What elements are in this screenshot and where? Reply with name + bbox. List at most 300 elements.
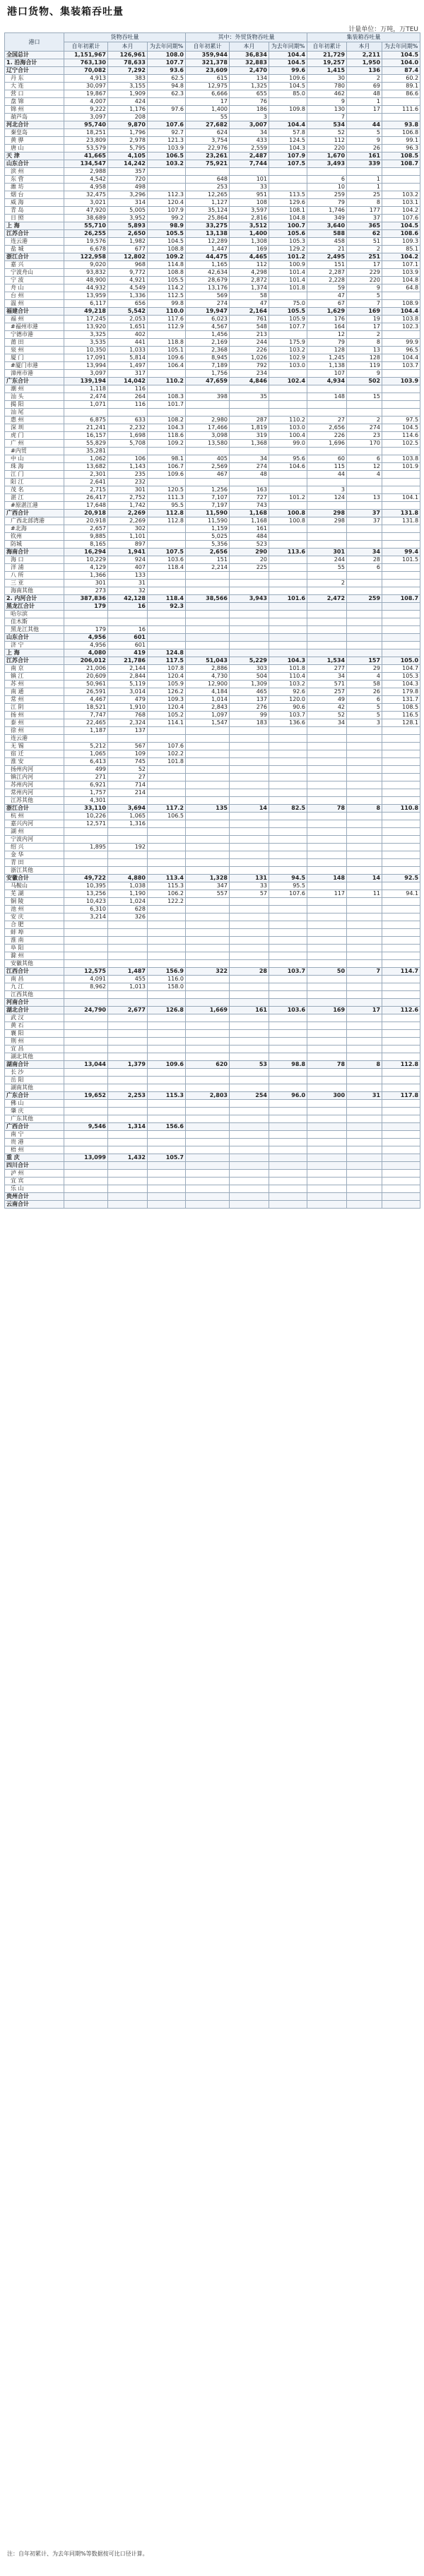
table-cell xyxy=(382,1077,420,1084)
table-cell: 124.8 xyxy=(148,649,186,657)
table-cell: 104.2 xyxy=(382,207,420,215)
table-cell: 26,417 xyxy=(64,494,108,502)
table-cell: 25,864 xyxy=(186,215,230,222)
table-cell xyxy=(269,587,307,595)
table-cell xyxy=(382,1193,420,1201)
table-cell xyxy=(108,1178,148,1185)
table-cell xyxy=(307,603,347,611)
table-cell: 22,465 xyxy=(64,719,108,727)
table-cell: 96.5 xyxy=(382,347,420,354)
table-cell: 69 xyxy=(347,83,382,90)
table-cell: 1,062 xyxy=(64,455,108,463)
table-row xyxy=(5,960,420,968)
port-name: 葫芦岛 xyxy=(5,114,64,121)
table-cell xyxy=(186,1100,230,1108)
table-cell xyxy=(148,766,186,774)
table-cell: 158.0 xyxy=(148,983,186,991)
table-cell xyxy=(186,797,230,805)
table-cell xyxy=(382,587,420,595)
port-name: #厦门市港 xyxy=(5,362,64,370)
table-cell xyxy=(347,580,382,587)
table-cell xyxy=(230,929,269,937)
table-cell xyxy=(382,1123,420,1131)
table-cell: 19,576 xyxy=(64,238,108,246)
table-cell xyxy=(186,1069,230,1077)
table-cell xyxy=(269,1170,307,1178)
table-row xyxy=(5,440,420,448)
table-cell: 8 xyxy=(347,1061,382,1069)
table-cell: 116 xyxy=(108,401,148,409)
table-cell: 103.7 xyxy=(269,712,307,719)
port-name: 广 州 xyxy=(5,440,64,448)
table-cell: 1,534 xyxy=(307,657,347,665)
table-cell xyxy=(307,1115,347,1123)
table-cell xyxy=(148,797,186,805)
table-cell xyxy=(230,1201,269,1209)
table-cell xyxy=(186,844,230,851)
table-cell xyxy=(148,1046,186,1053)
table-cell: 105.3 xyxy=(382,673,420,681)
table-row xyxy=(5,129,420,137)
table-row xyxy=(5,704,420,712)
table-cell: 7,292 xyxy=(108,67,148,75)
table-cell xyxy=(347,1154,382,1162)
table-cell xyxy=(307,634,347,642)
table-cell xyxy=(382,533,420,541)
table-cell: 567 xyxy=(108,743,148,750)
table-cell: 1,187 xyxy=(64,727,108,735)
table-cell: 1,909 xyxy=(108,90,148,98)
table-cell xyxy=(307,649,347,657)
table-cell: 254 xyxy=(230,1092,269,1100)
table-cell xyxy=(347,781,382,789)
port-name: 汕 头 xyxy=(5,393,64,401)
table-cell: 136 xyxy=(347,67,382,75)
table-cell xyxy=(230,409,269,417)
table-cell: 1,379 xyxy=(108,1061,148,1069)
table-cell xyxy=(186,603,230,611)
table-cell: 98.9 xyxy=(148,222,186,230)
table-cell: 48 xyxy=(230,471,269,479)
table-cell: 151 xyxy=(186,556,230,564)
table-cell: 38,566 xyxy=(186,595,230,603)
table-cell: 12,975 xyxy=(186,83,230,90)
table-cell: 557 xyxy=(186,890,230,898)
port-name: 海 口 xyxy=(5,556,64,564)
table-cell: 4,956 xyxy=(64,634,108,642)
table-cell: 499 xyxy=(64,766,108,774)
table-cell: 761 xyxy=(230,316,269,323)
table-cell: 9 xyxy=(347,284,382,292)
table-cell: 26,591 xyxy=(64,688,108,696)
table-cell: 383 xyxy=(108,75,148,83)
table-cell xyxy=(230,168,269,176)
table-cell xyxy=(64,1030,108,1038)
table-cell: 504 xyxy=(230,673,269,681)
port-name: 襄 阳 xyxy=(5,1030,64,1038)
table-cell xyxy=(64,921,108,929)
table-cell: 6,413 xyxy=(64,758,108,766)
table-cell xyxy=(230,999,269,1007)
table-cell: 548 xyxy=(230,323,269,331)
table-row xyxy=(5,362,420,370)
table-cell xyxy=(347,743,382,750)
table-container xyxy=(4,32,420,1209)
table-cell xyxy=(186,168,230,176)
table-cell xyxy=(269,1139,307,1146)
table-cell: 55,829 xyxy=(64,440,108,448)
table-cell xyxy=(382,564,420,572)
port-name: 肇 庆 xyxy=(5,1108,64,1115)
table-cell: 118.4 xyxy=(148,595,186,603)
table-cell: 106.7 xyxy=(148,463,186,471)
table-cell: 110.4 xyxy=(269,673,307,681)
table-cell: 897 xyxy=(108,541,148,549)
port-name: 徐 州 xyxy=(5,727,64,735)
table-cell xyxy=(230,983,269,991)
table-cell xyxy=(108,1053,148,1061)
table-cell: 5,212 xyxy=(64,743,108,750)
table-cell xyxy=(230,642,269,649)
table-cell xyxy=(269,184,307,191)
table-cell: 2,269 xyxy=(108,517,148,525)
table-cell: 98.8 xyxy=(269,1061,307,1069)
table-cell xyxy=(347,859,382,867)
table-cell xyxy=(186,1170,230,1178)
table-cell xyxy=(307,385,347,393)
table-cell: 47 xyxy=(307,292,347,300)
table-cell: 3,097 xyxy=(64,370,108,378)
table-cell: 3,007 xyxy=(230,121,269,129)
port-name: 武 汉 xyxy=(5,1014,64,1022)
table-cell: 17,091 xyxy=(64,354,108,362)
table-cell xyxy=(347,1178,382,1185)
table-cell xyxy=(269,1108,307,1115)
table-cell: 34 xyxy=(230,455,269,463)
table-row xyxy=(5,681,420,688)
table-cell xyxy=(230,789,269,797)
table-cell xyxy=(269,1053,307,1061)
table-cell xyxy=(186,401,230,409)
table-cell xyxy=(186,1131,230,1139)
table-cell xyxy=(148,1115,186,1123)
table-cell: 11,590 xyxy=(186,510,230,517)
table-cell xyxy=(347,789,382,797)
table-cell: 4,007 xyxy=(64,98,108,106)
table-cell xyxy=(382,393,420,401)
table-row xyxy=(5,292,420,300)
port-name: 无 锡 xyxy=(5,743,64,750)
table-row xyxy=(5,207,420,215)
table-row xyxy=(5,1053,420,1061)
table-cell xyxy=(269,448,307,455)
table-cell: 4,549 xyxy=(108,284,148,292)
table-cell: 85.1 xyxy=(382,246,420,253)
header-row-sub xyxy=(5,42,420,52)
port-name: 绍 兴 xyxy=(5,844,64,851)
table-cell: 2,843 xyxy=(186,704,230,712)
table-cell xyxy=(108,937,148,945)
port-name: 岳 阳 xyxy=(5,1077,64,1084)
port-name: 南 昌 xyxy=(5,976,64,983)
table-cell: 5,229 xyxy=(230,657,269,665)
table-cell: 2,978 xyxy=(108,137,148,145)
port-name: 广西合计 xyxy=(5,510,64,517)
table-row xyxy=(5,137,420,145)
table-row xyxy=(5,952,420,960)
table-cell: 257 xyxy=(307,688,347,696)
table-cell: 2,656 xyxy=(307,424,347,432)
table-row-total xyxy=(5,549,420,556)
table-row xyxy=(5,750,420,758)
port-name: 蚌 埠 xyxy=(5,929,64,937)
port-name: #北海 xyxy=(5,525,64,533)
table-cell: 23 xyxy=(347,432,382,440)
table-cell xyxy=(186,828,230,836)
table-cell xyxy=(307,836,347,844)
table-cell: 13 xyxy=(347,494,382,502)
table-row xyxy=(5,1115,420,1123)
table-cell: 58 xyxy=(347,681,382,688)
table-cell xyxy=(269,937,307,945)
table-cell xyxy=(186,1030,230,1038)
table-row xyxy=(5,246,420,253)
table-cell xyxy=(269,921,307,929)
table-cell: 64.8 xyxy=(382,284,420,292)
table-cell xyxy=(269,611,307,618)
table-cell: 102.4 xyxy=(269,378,307,385)
table-cell: 112.3 xyxy=(148,191,186,199)
table-cell xyxy=(186,611,230,618)
port-name: 天 津 xyxy=(5,152,64,160)
port-name: 1. 沿海合计 xyxy=(5,59,64,67)
table-cell: 2,641 xyxy=(64,479,108,486)
table-cell: 34 xyxy=(307,673,347,681)
table-cell xyxy=(307,626,347,634)
table-row xyxy=(5,261,420,269)
table-cell: 102.9 xyxy=(269,354,307,362)
table-cell: 4,467 xyxy=(64,696,108,704)
table-cell: 2 xyxy=(347,246,382,253)
table-cell xyxy=(186,1178,230,1185)
table-row xyxy=(5,727,420,735)
table-cell xyxy=(148,1201,186,1209)
table-cell xyxy=(382,750,420,758)
table-cell xyxy=(148,1084,186,1092)
table-row xyxy=(5,758,420,766)
port-name: 哈尔滨 xyxy=(5,611,64,618)
table-cell: 104.5 xyxy=(148,238,186,246)
table-cell: 768 xyxy=(108,712,148,719)
table-cell: 122,958 xyxy=(64,253,108,261)
port-name: 厦 门 xyxy=(5,354,64,362)
table-cell: 357 xyxy=(108,168,148,176)
table-cell xyxy=(108,1170,148,1178)
table-cell xyxy=(108,1146,148,1154)
table-cell: 1,432 xyxy=(108,1154,148,1162)
table-cell xyxy=(148,1108,186,1115)
table-cell: 2 xyxy=(307,580,347,587)
table-row-total xyxy=(5,1007,420,1014)
table-cell xyxy=(382,1115,420,1123)
table-row xyxy=(5,184,420,191)
table-cell xyxy=(347,1131,382,1139)
table-cell: 49,218 xyxy=(64,308,108,316)
table-cell: 106.5 xyxy=(148,813,186,820)
table-cell: 601 xyxy=(108,634,148,642)
table-cell xyxy=(347,797,382,805)
table-cell xyxy=(347,1146,382,1154)
table-cell: 7,189 xyxy=(186,362,230,370)
table-cell: 1,547 xyxy=(186,719,230,727)
table-cell: 17 xyxy=(347,323,382,331)
table-cell xyxy=(269,1046,307,1053)
table-cell: 17,648 xyxy=(64,502,108,510)
port-name: 安徽其他 xyxy=(5,960,64,968)
table-cell: 1,651 xyxy=(108,323,148,331)
table-row xyxy=(5,417,420,424)
port-name: 佳木斯 xyxy=(5,618,64,626)
table-cell xyxy=(307,1038,347,1046)
table-cell xyxy=(186,952,230,960)
table-cell xyxy=(230,906,269,913)
table-cell: 300 xyxy=(307,1092,347,1100)
table-cell xyxy=(269,743,307,750)
table-cell: 1 xyxy=(347,176,382,184)
table-cell xyxy=(148,176,186,184)
table-cell: 2,169 xyxy=(186,339,230,347)
table-cell xyxy=(307,945,347,952)
table-row xyxy=(5,455,420,463)
table-cell: 134,547 xyxy=(64,160,108,168)
table-cell xyxy=(186,836,230,844)
port-name: 镇江内河 xyxy=(5,774,64,781)
table-cell xyxy=(307,1139,347,1146)
table-cell: 92.3 xyxy=(148,603,186,611)
table-cell: 103.9 xyxy=(382,269,420,277)
table-row xyxy=(5,1170,420,1178)
table-cell: 2,752 xyxy=(108,494,148,502)
table-cell: 137 xyxy=(230,696,269,704)
table-row-total xyxy=(5,657,420,665)
table-cell xyxy=(64,1077,108,1084)
port-name: 广东合计 xyxy=(5,1092,64,1100)
table-cell: 458 xyxy=(307,238,347,246)
table-cell xyxy=(64,929,108,937)
port-name: 宁波内河 xyxy=(5,836,64,844)
table-cell: 1,168 xyxy=(230,510,269,517)
table-cell xyxy=(382,1084,420,1092)
table-cell: 1,176 xyxy=(108,106,148,114)
port-name: 湖南合计 xyxy=(5,1061,64,1069)
table-cell: 951 xyxy=(230,191,269,199)
table-cell: 264 xyxy=(108,393,148,401)
port-name: 常 州 xyxy=(5,696,64,704)
table-cell: 104.8 xyxy=(382,277,420,284)
table-cell xyxy=(307,1022,347,1030)
table-cell xyxy=(382,502,420,510)
table-cell xyxy=(347,1046,382,1053)
table-row xyxy=(5,277,420,284)
table-row xyxy=(5,580,420,587)
table-cell: 4,730 xyxy=(186,673,230,681)
table-cell xyxy=(382,292,420,300)
table-cell: 633 xyxy=(108,417,148,424)
table-cell: 274 xyxy=(186,300,230,308)
table-cell: 103.8 xyxy=(382,316,420,323)
table-cell xyxy=(347,727,382,735)
table-cell: 2,269 xyxy=(108,510,148,517)
table-cell xyxy=(108,859,148,867)
table-cell: 1,309 xyxy=(230,681,269,688)
table-row-total xyxy=(5,595,420,603)
table-cell xyxy=(186,409,230,417)
table-cell: 113.5 xyxy=(269,191,307,199)
table-row xyxy=(5,191,420,199)
table-cell: 109.6 xyxy=(269,75,307,83)
table-cell xyxy=(148,1162,186,1170)
table-cell: 156.6 xyxy=(148,1123,186,1131)
table-row xyxy=(5,712,420,719)
table-cell xyxy=(148,999,186,1007)
table-cell: 26,255 xyxy=(64,230,108,238)
table-cell xyxy=(230,960,269,968)
port-name: 重 庆 xyxy=(5,1154,64,1162)
table-cell: 37 xyxy=(347,510,382,517)
table-cell: 104.4 xyxy=(269,121,307,129)
table-cell: 1,670 xyxy=(307,152,347,160)
table-cell: 100.7 xyxy=(269,222,307,230)
table-cell: 47,920 xyxy=(64,207,108,215)
table-row xyxy=(5,494,420,502)
table-cell: 2,657 xyxy=(64,525,108,533)
table-cell: 4,880 xyxy=(108,875,148,882)
table-cell: 780 xyxy=(307,83,347,90)
table-cell: 12,289 xyxy=(186,238,230,246)
port-name: 乐 山 xyxy=(5,1185,64,1193)
table-cell: 107 xyxy=(307,370,347,378)
port-name: 江 门 xyxy=(5,471,64,479)
table-cell: 75,921 xyxy=(186,160,230,168)
table-cell: 103.0 xyxy=(269,424,307,432)
table-cell xyxy=(347,813,382,820)
table-cell: 53,579 xyxy=(64,145,108,152)
port-name: 江苏其他 xyxy=(5,797,64,805)
table-cell xyxy=(269,913,307,921)
table-cell: 106.5 xyxy=(148,152,186,160)
table-cell: 19,652 xyxy=(64,1092,108,1100)
table-cell: 13,920 xyxy=(64,323,108,331)
table-cell: 27 xyxy=(108,774,148,781)
table-cell: 29 xyxy=(347,665,382,673)
table-cell xyxy=(64,1139,108,1146)
table-cell xyxy=(108,952,148,960)
table-cell: 33 xyxy=(230,184,269,191)
table-cell xyxy=(347,851,382,859)
throughput-table xyxy=(4,32,420,1209)
table-cell: 90.6 xyxy=(269,704,307,712)
table-cell xyxy=(269,479,307,486)
port-name: 杭 州 xyxy=(5,813,64,820)
table-cell xyxy=(186,1108,230,1115)
table-cell xyxy=(382,867,420,875)
table-cell: 588 xyxy=(307,230,347,238)
table-cell: 35 xyxy=(230,393,269,401)
table-row-total xyxy=(5,1193,420,1201)
table-cell xyxy=(269,471,307,479)
port-name: 广西合计 xyxy=(5,1123,64,1131)
table-row xyxy=(5,1030,420,1038)
